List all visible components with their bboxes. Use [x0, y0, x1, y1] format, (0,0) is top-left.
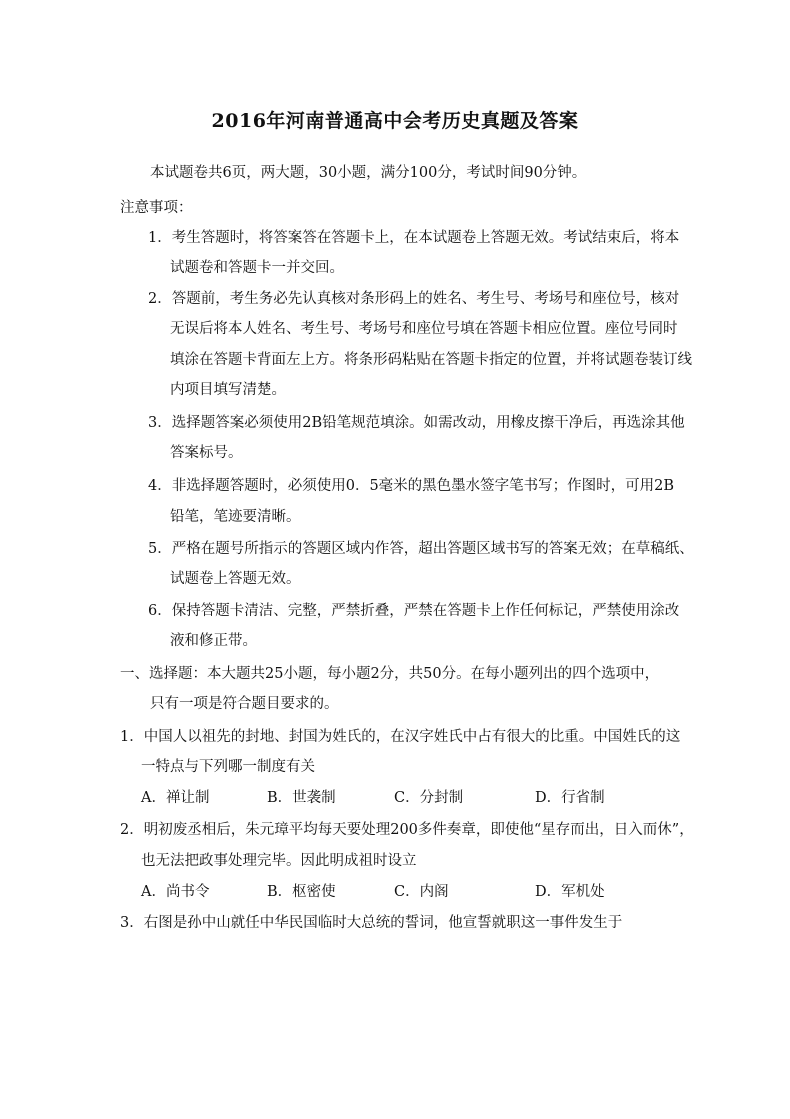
- note-1-line-1: 1．考生答题时，将答案答在答题卡上，在本试题卷上答题无效。考试结束后，将本: [148, 230, 680, 246]
- question-1-line-1: 1．中国人以祖先的封地、封国为姓氏的，在汉字姓氏中占有很大的比重。中国姓氏的这: [120, 729, 681, 745]
- question-2-option-a: A．尚书令: [141, 884, 210, 900]
- note-3-line-2: 答案标号。: [170, 445, 243, 461]
- intro-text: 本试题卷共6页，两大题，30小题，满分100分，考试时间90分钟。: [150, 165, 587, 181]
- note-6-line-1: 6．保持答题卡清洁、完整，严禁折叠，严禁在答题卡上作任何标记，严禁使用涂改: [148, 603, 680, 619]
- question-2-option-d: D．军机处: [535, 884, 605, 900]
- question-1-option-a: A．禅让制: [141, 790, 210, 806]
- section-heading-line-1: 一、选择题：本大题共25小题，每小题2分，共50分。在每小题列出的四个选项中，: [120, 666, 660, 682]
- note-2-line-2: 无误后将本人姓名、考生号、考场号和座位号填在答题卡相应位置。座位号同时: [170, 321, 678, 337]
- note-1-line-2: 试题卷和答题卡一并交回。: [170, 260, 344, 276]
- note-2-line-3: 填涂在答题卡背面左上方。将条形码粘贴在答题卡指定的位置，并将试题卷装订线: [170, 352, 692, 368]
- note-4-line-1: 4．非选择题答题时，必须使用0．5毫米的黑色墨水签字笔书写；作图时，可用2B: [148, 478, 675, 494]
- note-5-line-2: 试题卷上答题无效。: [170, 571, 301, 587]
- note-6-line-2: 液和修正带。: [170, 633, 257, 649]
- question-2-option-b: B．枢密使: [267, 884, 336, 900]
- note-4-line-2: 铅笔，笔迹要清晰。: [170, 509, 301, 525]
- note-5-line-1: 5．严格在题号所指示的答题区域内作答，超出答题区域书写的答案无效；在草稿纸、: [148, 541, 694, 557]
- question-1-option-d: D．行省制: [535, 790, 605, 806]
- note-2-line-4: 内项目填写清楚。: [170, 382, 286, 398]
- question-1-option-c: C．分封制: [394, 790, 464, 806]
- question-1-line-2: 一特点与下列哪一制度有关: [141, 759, 315, 775]
- section-heading-line-2: 只有一项是符合题目要求的。: [150, 696, 339, 712]
- question-3-line-1: 3．右图是孙中山就任中华民国临时大总统的誓词，他宣誓就职这一事件发生于: [120, 915, 623, 931]
- notes-heading: 注意事项：: [120, 200, 193, 216]
- question-2-line-2: 也无法把政事处理完毕。因此明成祖时设立: [141, 853, 417, 869]
- note-2-line-1: 2．答题前，考生务必先认真核对条形码上的姓名、考生号、考场号和座位号，核对: [148, 291, 680, 307]
- question-2-line-1: 2．明初废丞相后，朱元璋平均每天要处理200多件奏章，即使他“星存而出，日入而休”，: [120, 822, 694, 838]
- note-3-line-1: 3．选择题答案必须使用2B铅笔规范填涂。如需改动，用橡皮擦干净后，再选涂其他: [148, 415, 685, 431]
- question-1-option-b: B．世袭制: [267, 790, 336, 806]
- question-2-option-c: C．内阁: [394, 884, 449, 900]
- page-title: 2016年河南普通高中会考历史真题及答案: [211, 110, 579, 132]
